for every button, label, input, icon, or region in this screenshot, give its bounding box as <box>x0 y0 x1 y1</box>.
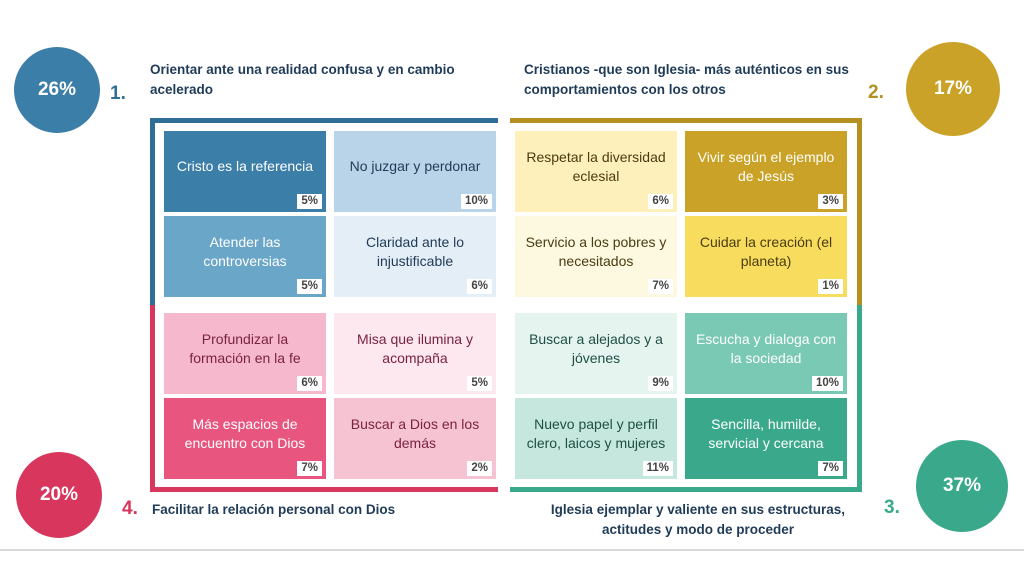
quadrant-3-cell-4 <box>685 398 847 479</box>
cell-label: Buscar a Dios en los demás <box>350 416 480 451</box>
quadrant-4-cell-3 <box>164 398 326 479</box>
quadrant-2-cell-2 <box>685 131 847 212</box>
cell-percentage: 1% <box>818 279 843 294</box>
share-circle-quadrant-3 <box>916 440 1008 532</box>
quadrant-number-1: 1. <box>110 83 126 104</box>
cell-percentage: 6% <box>297 376 322 391</box>
cell-label: No juzgar y perdonar <box>349 158 481 175</box>
cell-label: Profundizar la formación en la fe <box>189 331 301 366</box>
quadrant-1-cell-1 <box>164 131 326 212</box>
quadrant-4-cell-1 <box>164 313 326 394</box>
cell-percentage: 9% <box>648 376 673 391</box>
quadrant-1-cell-2 <box>334 131 496 212</box>
quadrant-heading-4: Facilitar la relación personal con Dios <box>152 502 396 517</box>
share-value-quadrant-4: 20% <box>39 484 79 505</box>
cell-label: Buscar a alejados y a jóvenes <box>529 331 663 366</box>
cell-percentage: 10% <box>461 194 492 209</box>
cell-percentage: 5% <box>467 376 492 391</box>
quadrant-1-cell-3 <box>164 216 326 297</box>
quadrant-heading-1: Orientar ante una realidad confusa y en cambio acelerado <box>150 62 455 97</box>
quadrant-number-2: 2. <box>868 82 884 103</box>
quadrant-number-4: 4. <box>122 498 138 519</box>
cell-label: Claridad ante lo injustificable <box>365 234 465 269</box>
quadrant-2-cell-4 <box>685 216 847 297</box>
cell-label: Más espacios de encuentro con Dios <box>184 416 306 451</box>
quadrant-4-cell-2 <box>334 313 496 394</box>
cell-label: Cuidar la creación (el planeta) <box>699 234 833 269</box>
quadrant-heading-3: Iglesia ejemplar y valiente en sus estructuras, actitudes y modo de proceder <box>550 502 846 537</box>
share-value-quadrant-1: 26% <box>37 79 77 100</box>
cell-label: Vivir según el ejemplo de Jesús <box>697 149 835 184</box>
cell-percentage: 11% <box>643 461 673 476</box>
quadrant-heading-2: Cristianos -que son Iglesia- más auténticos en sus comportamientos con los otros <box>524 62 849 97</box>
quadrant-2-cell-3 <box>515 216 677 297</box>
cell-label: Escucha y dialoga con la sociedad <box>695 331 837 366</box>
share-value-quadrant-3: 37% <box>942 475 982 496</box>
quadrant-number-3: 3. <box>884 497 900 518</box>
cell-label: Sencilla, humilde, servicial y cercana <box>708 416 824 451</box>
cell-label: Nuevo papel y perfil clero, laicos y mujeres <box>526 416 666 451</box>
share-circle-quadrant-2 <box>906 42 1000 136</box>
cell-percentage: 6% <box>648 194 673 209</box>
share-circle-quadrant-4 <box>16 452 102 538</box>
cell-label: Atender las controversias <box>203 234 287 269</box>
cell-percentage: 2% <box>467 461 492 476</box>
cell-label: Servicio a los pobres y necesitados <box>525 234 667 269</box>
bottom-divider <box>0 549 1024 551</box>
quadrant-3-cell-3 <box>515 398 677 479</box>
cell-percentage: 5% <box>297 194 322 209</box>
quadrant-3-cell-1 <box>515 313 677 394</box>
cell-label: Cristo es la referencia <box>176 158 314 175</box>
share-circle-quadrant-1 <box>14 47 100 133</box>
cell-percentage: 3% <box>818 194 843 209</box>
quadrant-4-cell-4 <box>334 398 496 479</box>
quadrant-1-cell-4 <box>334 216 496 297</box>
cell-label: Misa que ilumina y acompaña <box>357 331 473 366</box>
cell-percentage: 7% <box>297 461 322 476</box>
cell-percentage: 7% <box>648 279 673 294</box>
cell-percentage: 7% <box>818 461 843 476</box>
cell-percentage: 10% <box>812 376 843 391</box>
cell-percentage: 6% <box>467 279 492 294</box>
cell-label: Respetar la diversidad eclesial <box>526 149 666 184</box>
cell-percentage: 5% <box>297 279 322 294</box>
quadrant-2-cell-1 <box>515 131 677 212</box>
share-value-quadrant-2: 17% <box>933 78 973 99</box>
quadrant-3-cell-2 <box>685 313 847 394</box>
